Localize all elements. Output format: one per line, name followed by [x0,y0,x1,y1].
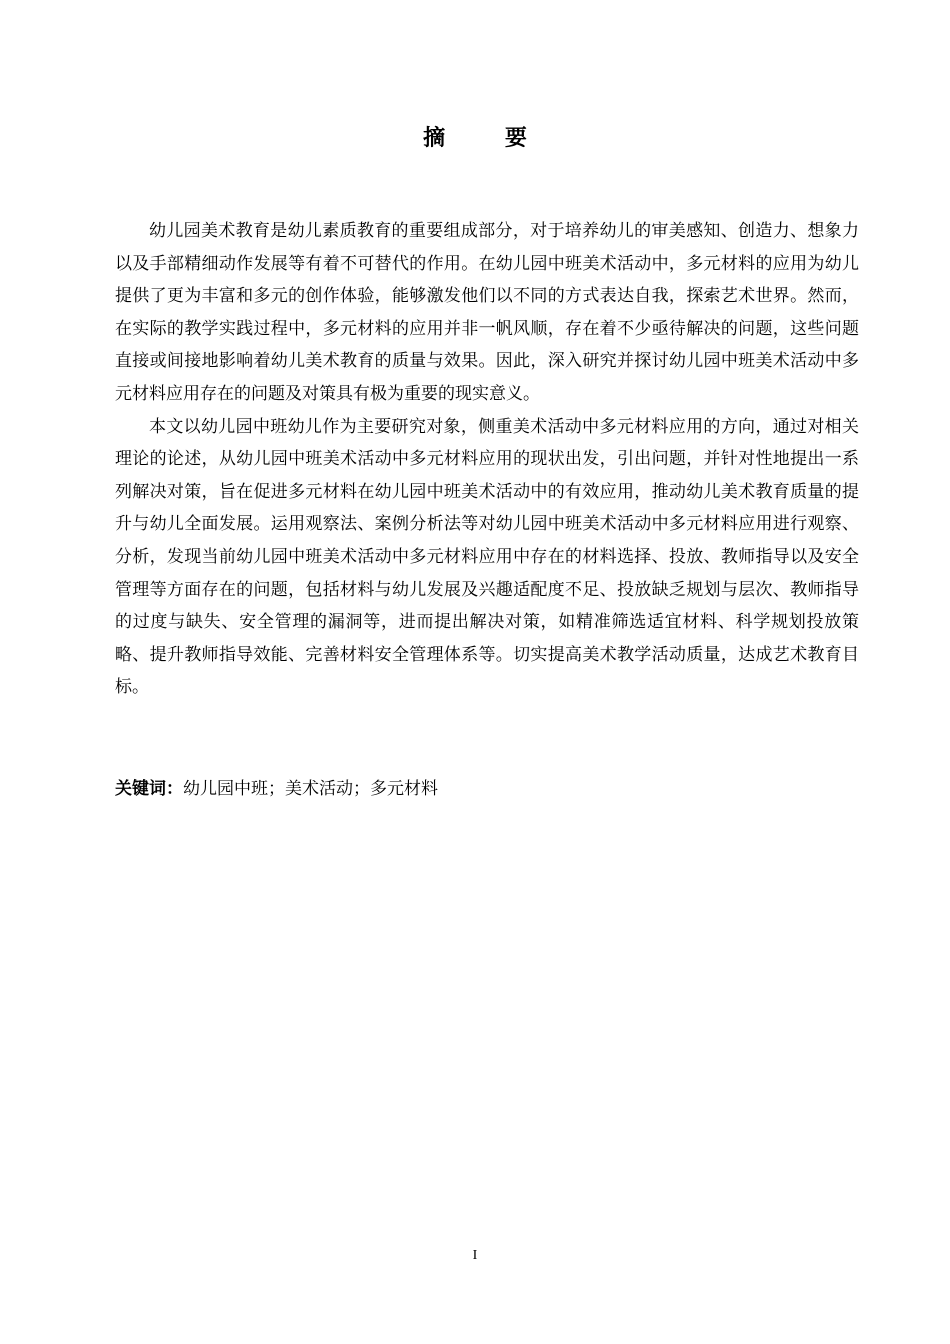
abstract-body [115,215,859,704]
page-number: I [472,1248,478,1263]
keywords-line [115,775,859,803]
keywords-value: 幼儿园中班；美术活动；多元材料 [183,779,438,799]
abstract-paragraph-2: 本文以幼儿园中班幼儿作为主要研究对象，侧重美术活动中多元材料应用的方向，通过对相关理论的论述，从幼儿园中班美术活动中多元材料应用的现状出发，引出问题，并针对性地提出一系列解决对策，旨在促进多元材料在幼儿园中班美术活动中的有效应用，推动幼儿美术教育质量的提升与幼儿全面发展。运用观察法、案例分析法等对幼儿园中班美术活动中多元材料应用进行观察、分析，发现当前幼儿园中班美术活动中多元材料应用中存在的材料选择、投放、教师指导以及安全管理等方面存在的问题，包括材料与幼儿发展及兴趣适配度不足、投放缺乏规划与层次、教师指导的过度与缺失、安全管理的漏洞等，进而提出解决对策，如精准筛选适宜材料、科学规划投放策略、提升教师指导效能、完善材料安全管理体系等。切实提高美术教学活动质量，达成艺术教育目标。 [115,416,859,698]
page-title: 摘 要 [423,125,553,151]
abstract-paragraph-1: 幼儿园美术教育是幼儿素质教育的重要组成部分，对于培养幼儿的审美感知、创造力、想象力以及手部精细动作发展等有着不可替代的作用。在幼儿园中班美术活动中，多元材料的应用为幼儿提供了更为丰富和多元的创作体验，能够激发他们以不同的方式表达自我，探索艺术世界。然而，在实际的教学实践过程中，多元材料的应用并非一帆风顺，存在着不少亟待解决的问题，这些问题直接或间接地影响着幼儿美术教育的质量与效果。因此，深入研究并探讨幼儿园中班美术活动中多元材料应用存在的问题及对策具有极为重要的现实意义。 [115,221,859,404]
keywords-label: 关键词： [115,779,183,799]
